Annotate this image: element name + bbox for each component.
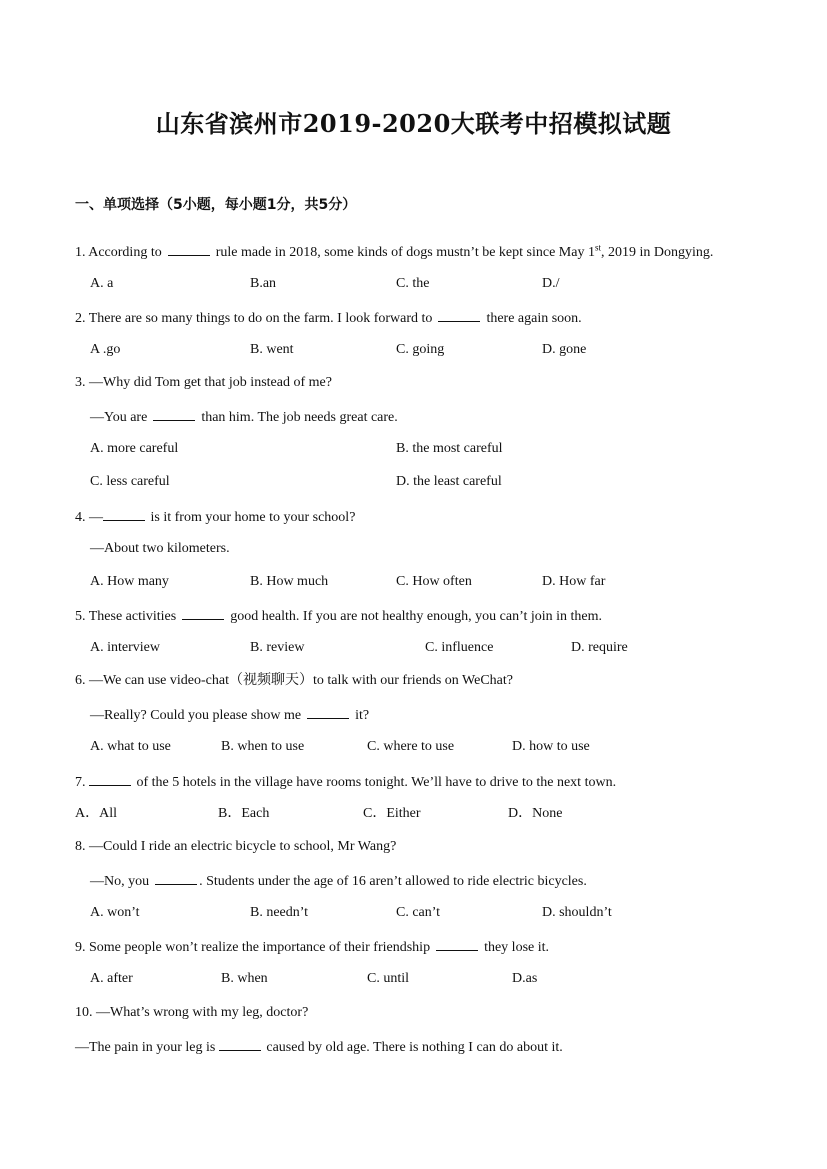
question-text: is it from your home to your school? — [150, 510, 356, 525]
option-d: D. require — [571, 640, 628, 655]
page-title: 山东省滨州市2019-2020大联考中招模拟试题 — [155, 109, 672, 138]
question-text: —You are — [90, 410, 148, 425]
option-b: B. when to use — [221, 739, 305, 754]
option-a: A. after — [90, 971, 133, 986]
option-a: A. a — [90, 276, 114, 291]
question-4-line-2: —About two kilometers. — [90, 541, 230, 556]
question-3-line-2 — [90, 406, 398, 428]
option-c: C. How often — [396, 574, 472, 589]
question-6-line-2 — [90, 704, 369, 726]
option-d: D．None — [508, 806, 563, 821]
answer-blank — [307, 704, 349, 719]
answer-blank — [103, 506, 145, 521]
option-d: D./ — [542, 276, 560, 291]
question-5 — [75, 605, 602, 627]
question-text: of the 5 hotels in the village have rooms tonight. We’ll have to drive to the next town. — [136, 775, 617, 790]
answer-blank — [89, 771, 131, 786]
option-a: A．All — [75, 806, 117, 821]
question-text: 4. — — [75, 510, 103, 525]
answer-blank — [219, 1036, 261, 1051]
option-a: A. won’t — [90, 905, 140, 920]
option-c: C．Either — [363, 806, 421, 821]
question-text: 9. Some people won’t realize the importance of their friendship — [75, 940, 431, 955]
answer-blank — [438, 307, 480, 322]
question-text: . Students under the age of 16 aren’t allowed to ride electric bicycles. — [199, 874, 587, 889]
option-b: B. needn’t — [250, 905, 309, 920]
question-text: rule made in 2018, some kinds of dogs mustn’t be kept since May 1 — [215, 245, 595, 260]
answer-blank — [153, 406, 195, 421]
question-text: there again soon. — [486, 311, 582, 326]
question-10-line-2 — [75, 1036, 563, 1058]
option-d: D. how to use — [512, 739, 590, 754]
option-b: B.an — [250, 276, 277, 291]
option-c: C. the — [396, 276, 430, 291]
question-8-line-2 — [90, 870, 587, 892]
option-b: B. went — [250, 342, 294, 357]
question-text: good health. If you are not healthy enough, you can’t join in them. — [230, 609, 603, 624]
question-8: 8. —Could I ride an electric bicycle to school, Mr Wang? — [75, 839, 397, 854]
question-3: 3. —Why did Tom get that job instead of me? — [75, 375, 332, 390]
option-d: D.as — [512, 971, 538, 986]
option-b: B. review — [250, 640, 305, 655]
question-text: than him. The job needs great care. — [201, 410, 398, 425]
option-a: A. interview — [90, 640, 160, 655]
question-text: —No, you — [90, 874, 150, 889]
question-10: 10. —What’s wrong with my leg, doctor? — [75, 1005, 309, 1020]
question-text: —The pain in your leg is — [75, 1040, 216, 1055]
option-a: A. How many — [90, 574, 169, 589]
answer-blank — [436, 936, 478, 951]
section-heading: 一、单项选择（5小题，每小题1分，共5分） — [75, 197, 357, 213]
question-4 — [75, 506, 355, 528]
superscript: st — [594, 242, 601, 253]
answer-blank — [155, 870, 197, 885]
option-b: B．Each — [218, 806, 270, 821]
option-c: C. influence — [425, 640, 494, 655]
option-c: C. less careful — [90, 474, 170, 489]
answer-blank — [168, 241, 210, 256]
option-d: D. the least careful — [396, 474, 502, 489]
question-text: 1. According to — [75, 245, 162, 260]
option-a: A. what to use — [90, 739, 171, 754]
option-c: C. where to use — [367, 739, 455, 754]
question-text: , 2019 in Dongying. — [600, 245, 714, 260]
option-d: D. gone — [542, 342, 587, 357]
question-7 — [75, 771, 616, 793]
question-text: —Really? Could you please show me — [90, 708, 302, 723]
question-9 — [75, 936, 549, 958]
question-text: 2. There are so many things to do on the farm. I look forward to — [75, 311, 433, 326]
option-b: B. the most careful — [396, 441, 503, 456]
option-a: A. more careful — [90, 441, 179, 456]
option-b: B. How much — [250, 574, 329, 589]
question-6: 6. —We can use video-chat（视频聊天）to talk with our friends on WeChat? — [75, 673, 513, 688]
option-c: C. going — [396, 342, 445, 357]
option-d: D. How far — [542, 574, 606, 589]
question-text: caused by old age. There is nothing I can do about it. — [266, 1040, 563, 1055]
option-a: A .go — [90, 342, 121, 357]
option-d: D. shouldn’t — [542, 905, 612, 920]
question-1 — [75, 241, 713, 263]
option-c: C. until — [367, 971, 410, 986]
option-c: C. can’t — [396, 905, 441, 920]
question-text: 5. These activities — [75, 609, 177, 624]
option-b: B. when — [221, 971, 268, 986]
question-text: it? — [355, 708, 370, 723]
question-2 — [75, 307, 582, 329]
question-text: 7. — [75, 775, 86, 790]
question-text: they lose it. — [484, 940, 550, 955]
answer-blank — [182, 605, 224, 620]
